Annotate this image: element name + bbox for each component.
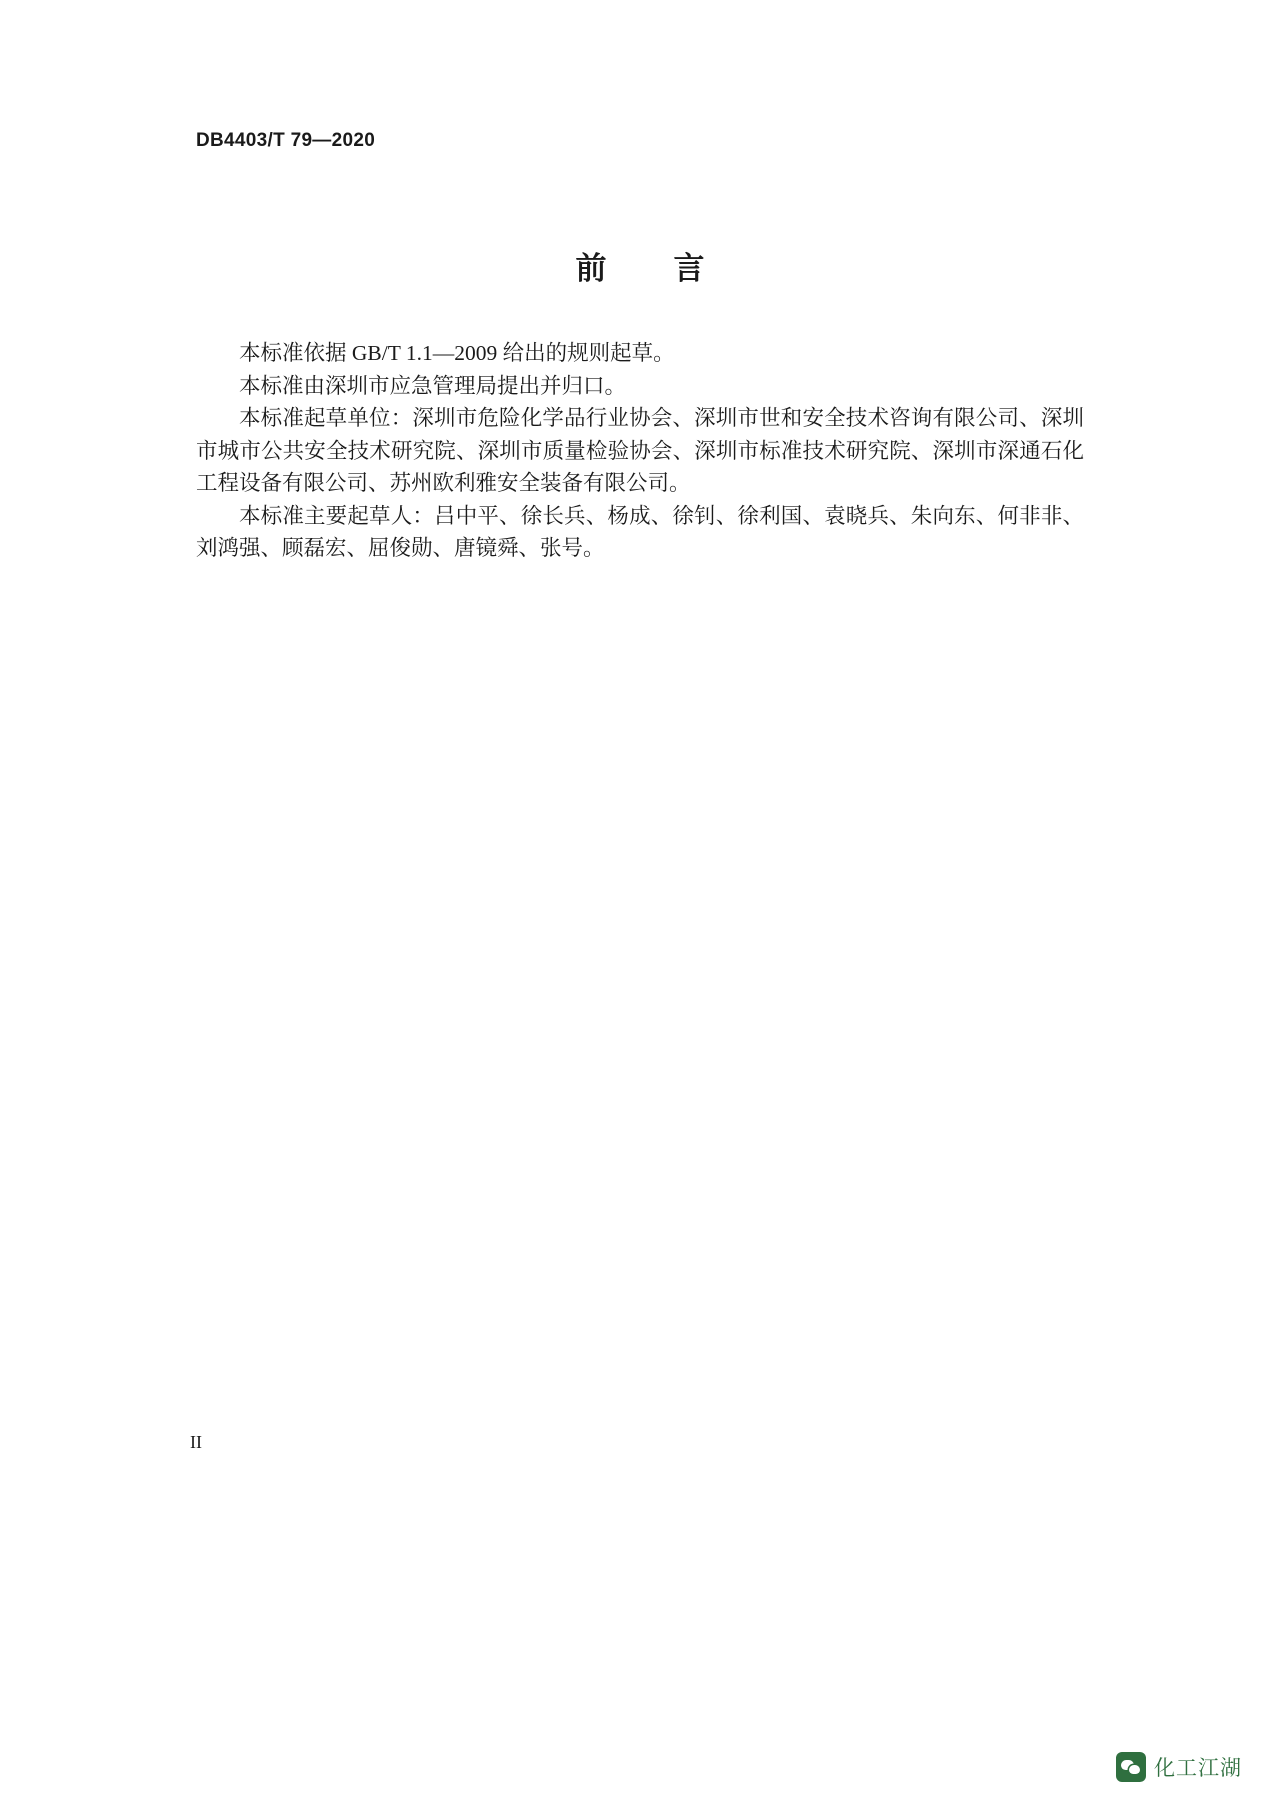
page-title: 前 言 <box>575 251 723 286</box>
foreword-body <box>196 337 1084 565</box>
watermark-label: 化工江湖 <box>1154 1757 1242 1780</box>
wechat-icon <box>1116 1752 1146 1782</box>
paragraph: 本标准依据 GB/T 1.1—2009 给出的规则起草。 <box>239 341 675 365</box>
page-number: II <box>190 1432 202 1452</box>
paragraph: 本标准起草单位：深圳市危险化学品行业协会、深圳市世和安全技术咨询有限公司、深圳市城市公共安全技术研究院、深圳市质量检验协会、深圳市标准技术研究院、深圳市深通石化工程设备有限公司、苏州欧利雅安全装备有限公司。 <box>196 406 1084 495</box>
paragraph: 本标准主要起草人：吕中平、徐长兵、杨成、徐钊、徐利国、袁晓兵、朱向东、何非非、刘鸿强、顾磊宏、屈俊勋、唐镜舜、张号。 <box>196 503 1084 560</box>
paragraph: 本标准由深圳市应急管理局提出并归口。 <box>239 373 627 398</box>
watermark <box>1116 1752 1242 1782</box>
standard-code-header: DB4403/T 79—2020 <box>196 130 376 151</box>
